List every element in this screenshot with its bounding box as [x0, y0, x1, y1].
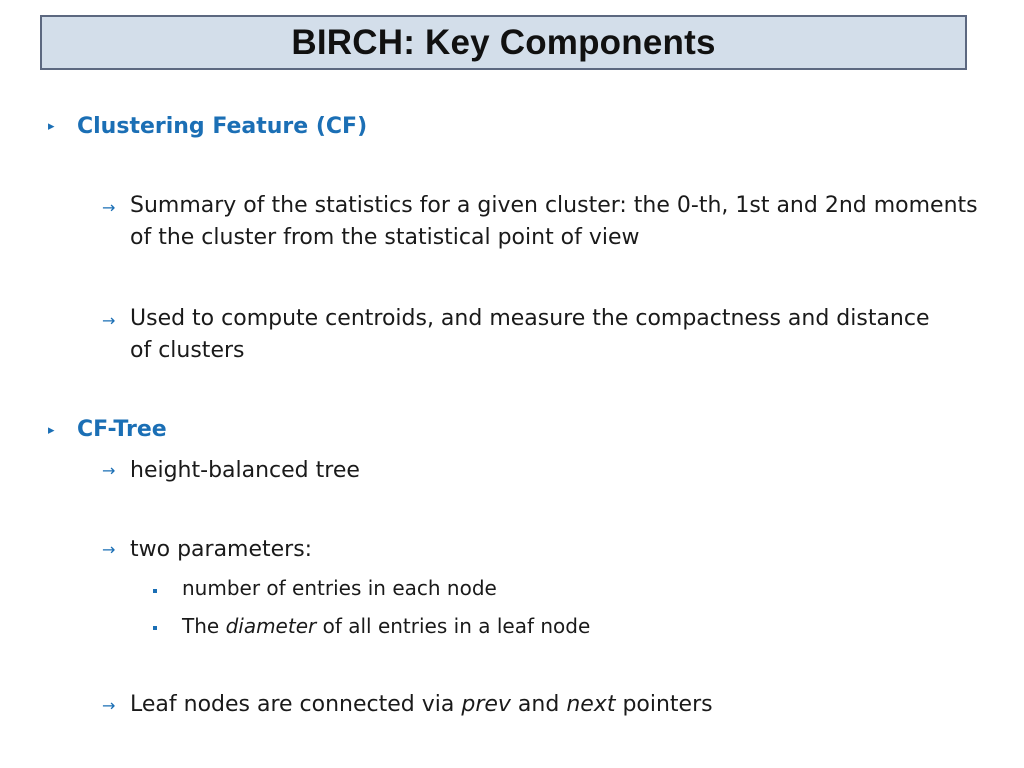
subpoint-entries: number of entries in each node	[182, 576, 497, 600]
arrow-bullet-icon: →	[102, 696, 116, 715]
point-leaf-nodes: Leaf nodes are connected via prev and next pointers	[130, 692, 713, 717]
slide-title: BIRCH: Key Components	[291, 22, 716, 62]
slide-title-box	[40, 15, 967, 70]
triangle-bullet-icon: ▸	[48, 423, 55, 438]
triangle-bullet-icon: ▸	[48, 119, 55, 134]
point-cf-summary: Summary of the statistics for a given cluster: the 0-th, 1st and 2nd moments of the cluster from the statistical point of view	[130, 193, 978, 250]
heading-cf-tree: CF-Tree	[77, 417, 167, 442]
square-bullet-icon	[153, 589, 157, 593]
subpoint-diameter: The diameter of all entries in a leaf node	[182, 614, 591, 638]
arrow-bullet-icon: →	[102, 311, 116, 330]
arrow-bullet-icon: →	[102, 461, 116, 480]
arrow-bullet-icon: →	[102, 198, 116, 217]
point-height-balanced: height-balanced tree	[130, 458, 360, 483]
arrow-bullet-icon: →	[102, 540, 116, 559]
square-bullet-icon	[153, 626, 157, 630]
point-cf-usage: Used to compute centroids, and measure the compactness and distance of clusters	[130, 306, 930, 363]
heading-clustering-feature: Clustering Feature (CF)	[77, 114, 368, 139]
point-two-parameters: two parameters:	[130, 537, 313, 562]
